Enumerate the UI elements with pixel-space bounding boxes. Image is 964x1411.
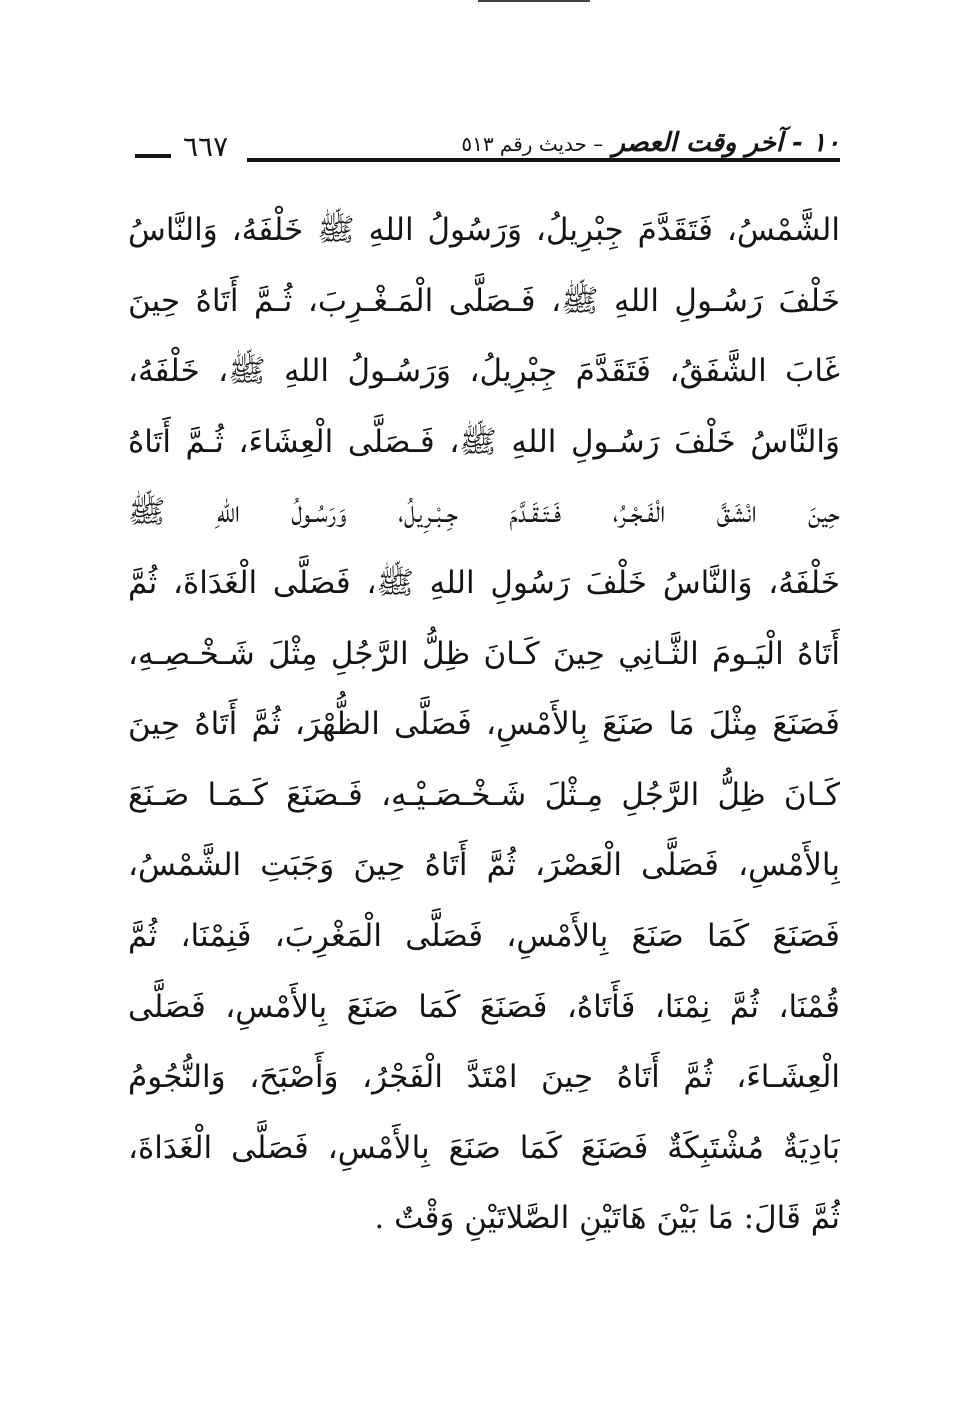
text-line: أَتَاهُ الْيَـومَ الثَّـانِي حِينَ كَـانَ ظِلُّ الرَّجُلِ مِثْلَ شَـخْـصِـهِ،: [128, 635, 840, 672]
text-line: خَلْفَ رَسُـولِ اللهِ ﷺ، فَـصَلَّى الْمَـغْـرِبَ، ثُـمَّ أَتَاهُ حِينَ: [128, 282, 840, 319]
text-line: بِالأَمْسِ، فَصَلَّى الْعَصْرَ، ثُمَّ أَتَاهُ حِينَ وَجَبَتِ الشَّمْسُ،: [128, 847, 840, 884]
text-line: كَـانَ ظِلُّ الرَّجُلِ مِـثْلَ شَـخْـصَـيْـهِ، فَـصَنَعَ كَـمَـا صَـنَعَ: [128, 776, 840, 813]
text-line: خَلْفَهُ، وَالنَّاسُ خَلْفَ رَسُولِ اللهِ ﷺ، فَصَلَّى الْغَدَاةَ، ثُمَّ: [128, 564, 840, 601]
running-header: [135, 118, 840, 174]
hadith-number: – حديث رقم ٥١٣: [461, 132, 604, 156]
chapter-heading: [461, 126, 840, 161]
text-line: الْعِشَـاءَ، ثُمَّ أَتَاهُ حِينَ امْتَدَّ الْفَجْرُ، وَأَصْبَحَ، وَالنُّجُومُ: [128, 1059, 840, 1096]
text-line: فَصَنَعَ كَمَا صَنَعَ بِالأَمْسِ، فَصَلَّى الْمَغْرِبَ، فَنِمْنَا، ثُمَّ: [128, 917, 840, 954]
text-line: ثُمَّ قَالَ: مَا بَيْنَ هَاتَيْنِ الصَّلاتَيْنِ وَقْتٌ .: [374, 1200, 840, 1237]
text-line: حِينَ انْشَقَّ الْفَـجْـرُ، فَـتَـقَـدَّمَ جِـبْـرِيلُ، وَرَسُـولُ اللهِ ﷺ: [128, 494, 840, 531]
top-edge-rule: [478, 0, 590, 2]
text-line: فَصَنَعَ مِثْلَ مَا صَنَعَ بِالأَمْسِ، فَصَلَّى الظُّهْرَ، ثُمَّ أَتَاهُ حِينَ: [128, 706, 840, 743]
text-line: الشَّمْسُ، فَتَقَدَّمَ جِبْرِيلُ، وَرَسُولُ اللهِ ﷺ خَلْفَهُ، وَالنَّاسُ: [128, 212, 840, 248]
page-number-dash: [135, 154, 171, 158]
text-line: قُمْنَا، ثُمَّ نِمْنَا، فَأَتَاهُ، فَصَنَعَ كَمَا صَنَعَ بِالأَمْسِ، فَصَلَّى: [128, 988, 840, 1025]
chapter-title: ١٠ - آخر وقت العصر: [612, 128, 840, 158]
header-rule: [247, 158, 840, 162]
text-line: بَادِيَةٌ مُشْتَبِكَةٌ فَصَنَعَ كَمَا صَنَعَ بِالأَمْسِ، فَصَلَّى الْغَدَاةَ،: [128, 1129, 840, 1166]
hadith-text: [128, 195, 840, 1254]
page-number: ٦٦٧: [183, 130, 229, 163]
text-line: غَابَ الشَّفَقُ، فَتَقَدَّمَ جِبْرِيلُ، وَرَسُـولُ اللهِ ﷺ، خَلْفَهُ،: [128, 353, 840, 390]
text-line: وَالنَّاسُ خَلْفَ رَسُـولِ اللهِ ﷺ، فَـصَلَّى الْعِشَاءَ، ثُـمَّ أَتَاهُ: [128, 423, 840, 460]
